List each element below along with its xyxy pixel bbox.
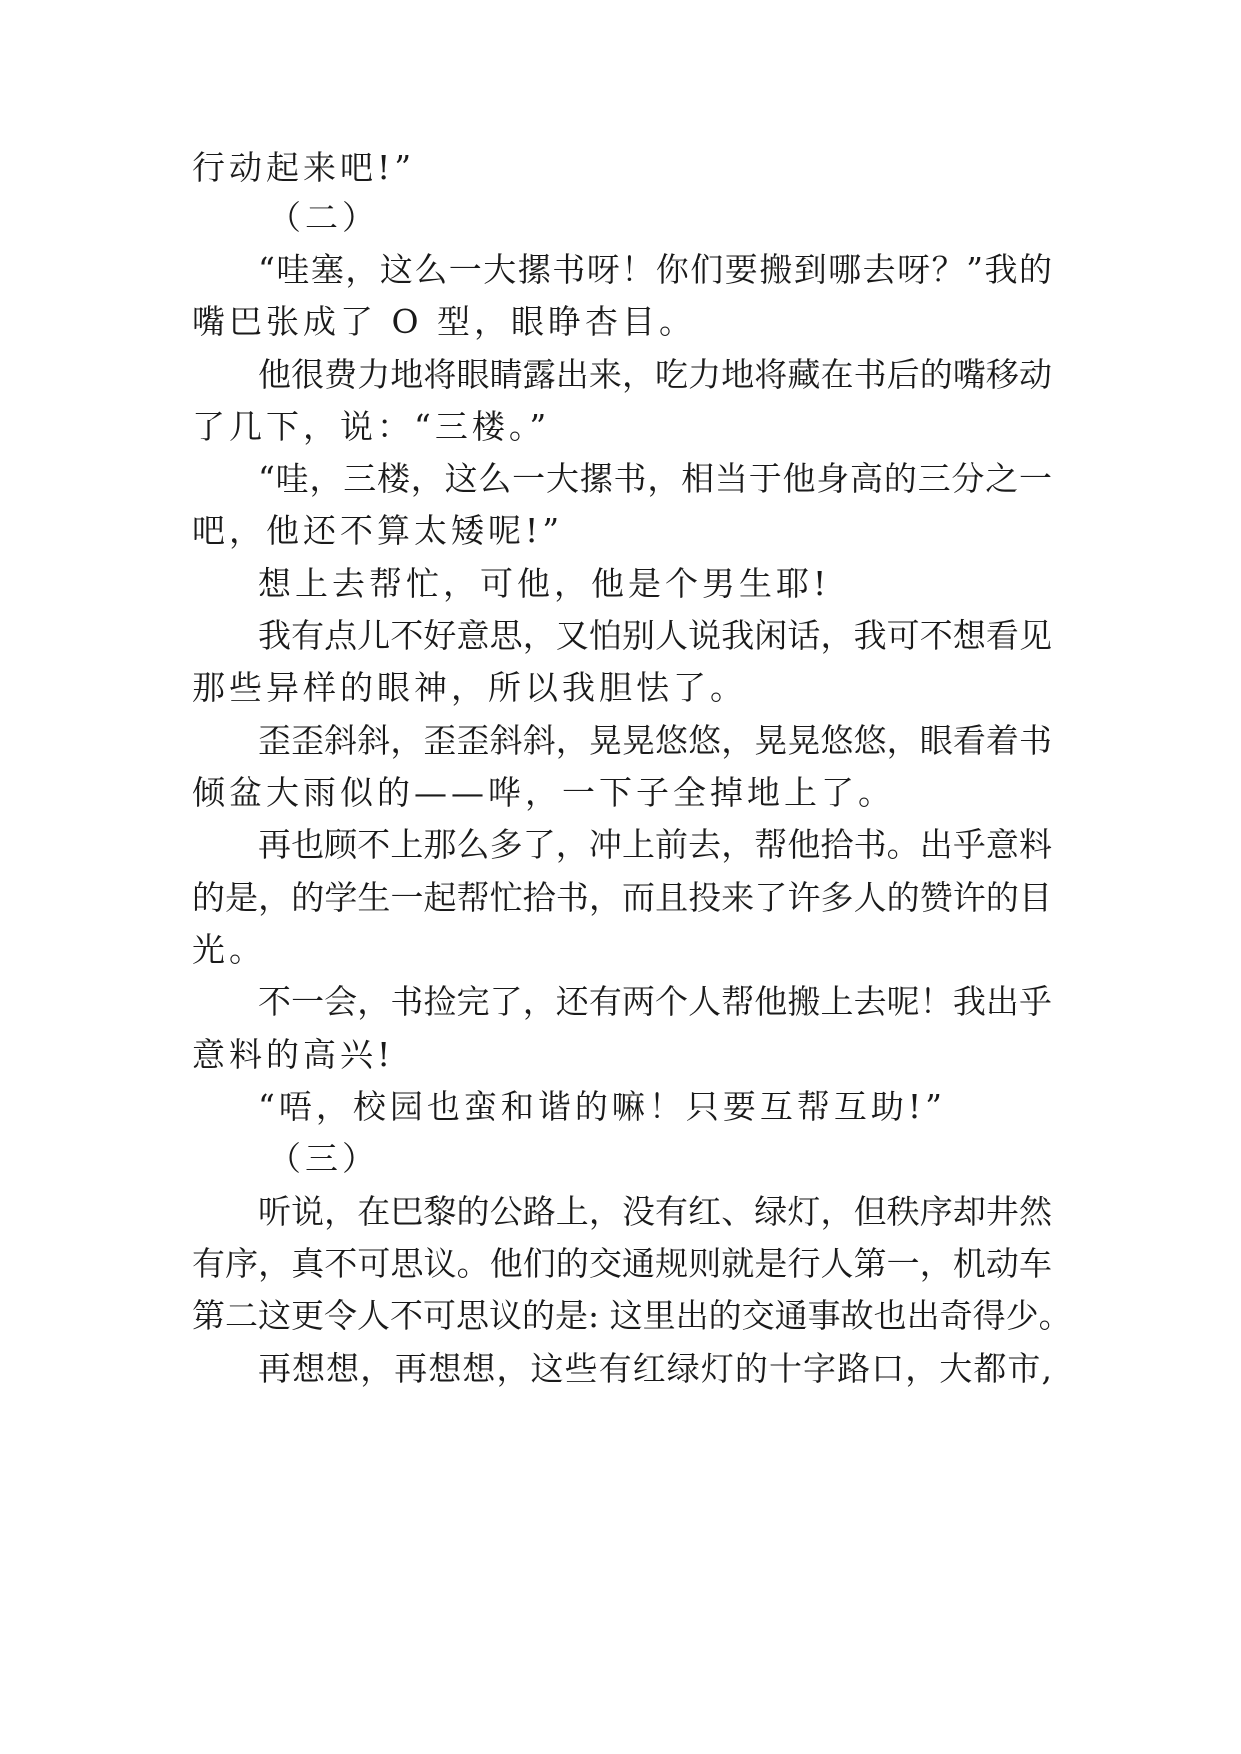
text-line: 我有点儿不好意思，又怕别人说我闲话，我可不想看见 <box>258 616 1052 655</box>
text-line: 吧，他还不算太矮呢!” <box>192 511 564 550</box>
text-line: 了几下，说：“三楼。” <box>192 407 551 446</box>
text-line: 歪歪斜斜，歪歪斜斜，晃晃悠悠，晃晃悠悠，眼看着书 <box>258 721 1052 760</box>
text-line: 那些异样的眼神，所以我胆怯了。 <box>192 668 747 707</box>
section-heading: （二） <box>268 198 379 237</box>
text-line: “哇，三楼，这么一大摞书，相当于他身高的三分之一 <box>258 459 1052 498</box>
text-line: 不一会，书捡完了，还有两个人帮他搬上去呢！我出乎 <box>258 982 1052 1021</box>
text-line: 的是，的学生一起帮忙拾书，而且投来了许多人的赞许的目 <box>192 878 1052 917</box>
text-line: 再想想，再想想，这些有红绿灯的十字路口，大都市, <box>258 1349 1052 1388</box>
text-line: 意料的高兴! <box>192 1035 395 1074</box>
text-line: 行动起来吧!” <box>192 148 416 187</box>
text-line: 他很费力地将眼睛露出来，吃力地将藏在书后的嘴移动 <box>258 355 1052 394</box>
text-line: 倾盆大雨似的——哗，一下子全掉地上了。 <box>192 773 895 812</box>
text-line: 听说，在巴黎的公路上，没有红、绿灯，但秩序却井然 <box>258 1192 1052 1231</box>
text-line: 第二这更令人不可思议的是: 这里出的交通事故也出奇得少。 <box>192 1296 1072 1335</box>
section-heading: （三） <box>268 1139 379 1178</box>
text-line: “哇塞，这么一大摞书呀！你们要搬到哪去呀？”我的 <box>258 250 1052 289</box>
text-line: 嘴巴张成了 O 型，眼睁杏目。 <box>192 302 697 341</box>
text-line: 想上去帮忙，可他，他是个男生耶! <box>258 564 831 603</box>
text-line: 有序，真不可思议。他们的交通规则就是行人第一，机动车 <box>192 1244 1052 1283</box>
text-line: 光。 <box>192 930 266 969</box>
text-line: “唔，校园也蛮和谐的嘛！只要互帮互助!” <box>258 1087 947 1126</box>
text-line: 再也顾不上那么多了，冲上前去，帮他拾书。出乎意料 <box>258 825 1052 864</box>
